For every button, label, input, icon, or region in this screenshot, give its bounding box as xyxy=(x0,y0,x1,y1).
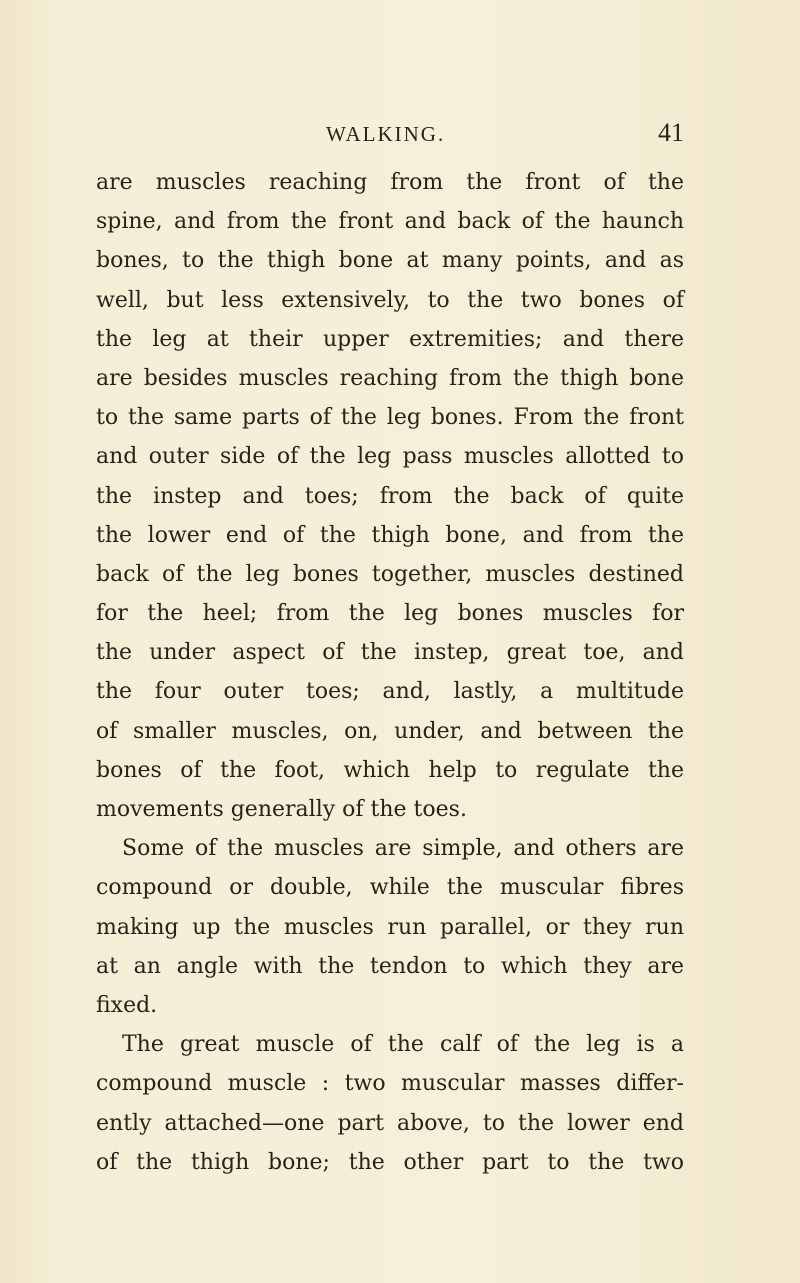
text-line: Some of the muscles are simple, and others are xyxy=(122,836,684,862)
text-line: compound muscle : two muscular masses differ- xyxy=(96,1071,684,1097)
text-line: bones of the foot, which help to regulate the xyxy=(96,757,684,783)
text-line: are besides muscles reaching from the thigh bone xyxy=(96,365,684,391)
text-line: are muscles reaching from the front of the xyxy=(96,170,684,195)
text-line: the instep and toes; from the back of quite xyxy=(96,483,684,509)
text-line: of the thigh bone; the other part to the two xyxy=(96,1149,684,1175)
text-line: the four outer toes; and, lastly, a multitude xyxy=(96,679,684,705)
text-line: spine, and from the front and back of the haunch xyxy=(96,209,684,235)
text-line: to the same parts of the leg bones. From the front xyxy=(96,405,684,431)
text-line: well, but less extensively, to the two bones of xyxy=(96,287,684,313)
text-line: ently attached—one part above, to the lower end xyxy=(96,1110,684,1136)
text-line: of smaller muscles, on, under, and between the xyxy=(96,718,684,744)
text-line: The great muscle of the calf of the leg is a xyxy=(122,1032,684,1058)
running-head xyxy=(96,118,684,158)
text-line: at an angle with the tendon to which they are xyxy=(96,953,684,979)
running-title: WALKING. xyxy=(326,122,446,146)
text-line: compound or double, while the muscular fibres xyxy=(96,875,684,901)
text-line: and outer side of the leg pass muscles allotted to xyxy=(96,444,684,470)
text-line: bones, to the thigh bone at many points, and as xyxy=(96,248,684,274)
text-line: the lower end of the thigh bone, and from the xyxy=(96,522,684,548)
body-text xyxy=(96,163,684,1182)
text-line: the leg at their upper extremities; and there xyxy=(96,326,684,352)
text-line: back of the leg bones together, muscles destined xyxy=(96,561,684,587)
text-line: the under aspect of the instep, great toe, and xyxy=(96,640,684,666)
text-line: for the heel; from the leg bones muscles for xyxy=(96,601,684,627)
text-line: movements generally of the toes. xyxy=(96,797,467,822)
text-line: making up the muscles run parallel, or they run xyxy=(96,914,684,940)
text-line: fixed. xyxy=(96,992,158,1018)
page-number: 41 xyxy=(658,118,684,147)
